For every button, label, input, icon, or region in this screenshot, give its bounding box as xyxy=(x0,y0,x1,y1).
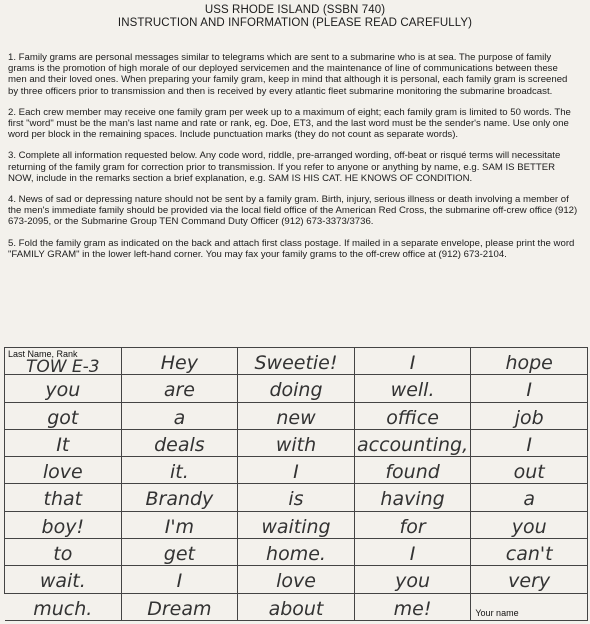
word-block[interactable] xyxy=(238,484,355,511)
word-block[interactable] xyxy=(355,457,472,484)
word-block[interactable] xyxy=(5,457,122,484)
instruction-paragraph-3: 3. Complete all information requested below. Any code word, riddle, pre-arranged wording, off-beat or risqué terms will necessitate returning of the family gram for correction prior to transmission. If you refer to anyone or anything by name, e.g. SAM IS BETTER NOW, include in the remarks section a brief explanation, e.g. SAM IS HIS CAT. HE KNOWS OF CONDITION. xyxy=(8,150,561,184)
handwritten-word: Sweetie! xyxy=(254,352,338,374)
word-block[interactable] xyxy=(238,457,355,484)
word-block[interactable] xyxy=(471,348,588,375)
handwritten-word: are xyxy=(163,379,195,402)
word-block[interactable] xyxy=(5,403,122,430)
handwritten-word: TOW E-3 xyxy=(25,357,100,377)
word-block[interactable] xyxy=(5,375,122,402)
handwritten-word: out xyxy=(513,461,545,484)
word-block[interactable] xyxy=(471,457,588,484)
handwritten-word: found xyxy=(385,461,440,484)
word-block[interactable] xyxy=(5,512,122,539)
handwritten-word: office xyxy=(386,406,439,429)
grid-row xyxy=(5,457,588,484)
header xyxy=(0,0,590,30)
word-block[interactable] xyxy=(355,484,472,511)
family-gram-word-grid xyxy=(4,347,588,620)
handwritten-word: got xyxy=(47,406,79,429)
handwritten-word: It xyxy=(56,433,70,456)
word-block[interactable] xyxy=(471,512,588,539)
word-block[interactable] xyxy=(122,348,239,375)
word-block[interactable] xyxy=(238,539,355,566)
handwritten-word: having xyxy=(380,488,445,511)
handwritten-word: you xyxy=(395,570,431,593)
handwritten-word: for xyxy=(399,515,426,538)
handwritten-word: can't xyxy=(505,543,553,566)
handwritten-word: I xyxy=(293,461,299,484)
instruction-paragraph-4: 4. News of sad or depressing nature should not be sent by a family gram. Birth, injury, serious illness or death involving a member of the men's immediate family should be provided via the local field office of the American Red Cross, the submarine off-crew office (912) 673-2095, or the Submarine Group TEN Command Duty Officer (912) 673-3373/3736. xyxy=(8,194,578,228)
word-block[interactable] xyxy=(238,512,355,539)
handwritten-word: very xyxy=(508,570,551,593)
word-block[interactable] xyxy=(471,484,588,511)
handwritten-word: love xyxy=(42,461,83,484)
grid-row xyxy=(5,539,588,566)
handwritten-word: waiting xyxy=(261,515,331,538)
word-block[interactable] xyxy=(355,539,472,566)
word-block[interactable] xyxy=(355,594,472,621)
document-subtitle: INSTRUCTION AND INFORMATION (PLEASE READ CAREFULLY) xyxy=(117,17,473,29)
word-block[interactable] xyxy=(238,566,355,593)
word-block[interactable] xyxy=(355,403,472,430)
handwritten-word: wait. xyxy=(39,570,86,593)
handwritten-word: I xyxy=(526,379,532,402)
handwritten-word: that xyxy=(43,488,83,511)
word-block[interactable] xyxy=(122,484,239,511)
grid-row xyxy=(5,375,588,402)
handwritten-word: is xyxy=(288,488,304,511)
last-name-rank-label: Last Name, Rank xyxy=(8,349,78,359)
handwritten-word: a xyxy=(173,406,186,429)
word-block[interactable] xyxy=(238,375,355,402)
handwritten-word: well. xyxy=(390,379,435,402)
handwritten-word: deals xyxy=(154,433,205,456)
word-block[interactable] xyxy=(238,403,355,430)
handwritten-word: I xyxy=(409,352,416,374)
handwritten-word: accounting, xyxy=(357,433,469,456)
word-block[interactable] xyxy=(5,566,122,593)
handwritten-word: a xyxy=(523,488,535,511)
handwritten-word: I xyxy=(526,433,532,456)
handwritten-word: Dream xyxy=(147,597,212,620)
word-block[interactable] xyxy=(122,512,239,539)
grid-row xyxy=(5,566,588,593)
word-block[interactable] xyxy=(122,539,239,566)
word-block[interactable] xyxy=(355,512,472,539)
word-block[interactable] xyxy=(355,375,472,402)
word-block[interactable] xyxy=(471,403,588,430)
word-block[interactable] xyxy=(471,430,588,457)
handwritten-word: hope xyxy=(505,352,553,374)
word-block[interactable] xyxy=(355,430,472,457)
word-block[interactable] xyxy=(122,375,239,402)
handwritten-word: I xyxy=(409,543,416,566)
handwritten-word: to xyxy=(53,543,73,566)
word-block[interactable] xyxy=(471,594,588,621)
handwritten-word: love xyxy=(276,570,316,593)
grid-row xyxy=(5,594,588,621)
handwritten-word: new xyxy=(276,406,316,429)
handwritten-word: job xyxy=(514,406,544,429)
word-block[interactable] xyxy=(5,484,122,511)
word-block[interactable] xyxy=(5,348,122,375)
instruction-paragraph-1: 1. Family grams are personal messages similar to telegrams which are sent to a submarine who is at sea. The purpose of family grams is the promotion of high morale of our deployed servicemen and the maintenance of line of communications between these men and their loved ones. When preparing your family gram, keep in mind that although it is personal, each family gram is screened by three officers prior to transmission and then is received by every atlantic fleet submarine monitoring the submarine broadcast. xyxy=(8,52,568,97)
word-block[interactable] xyxy=(122,457,239,484)
grid-row xyxy=(5,348,588,375)
word-block[interactable] xyxy=(238,430,355,457)
handwritten-word: boy! xyxy=(41,515,85,538)
handwritten-word: home. xyxy=(266,543,326,566)
document-title: USS RHODE ISLAND (SSBN 740) xyxy=(204,4,386,16)
word-block[interactable] xyxy=(471,375,588,402)
word-block[interactable] xyxy=(122,566,239,593)
handwritten-word: Brandy xyxy=(145,488,214,511)
handwritten-word: about xyxy=(268,597,324,620)
handwritten-word: I'm xyxy=(164,515,195,538)
grid-row xyxy=(5,484,588,511)
word-block[interactable] xyxy=(355,348,472,375)
word-block[interactable] xyxy=(5,594,122,621)
word-block[interactable] xyxy=(122,430,239,457)
handwritten-word: with xyxy=(275,433,317,456)
word-block[interactable] xyxy=(355,566,472,593)
grid-row xyxy=(5,430,588,457)
grid-row xyxy=(5,512,588,539)
word-block[interactable] xyxy=(238,348,355,375)
handwritten-word: much. xyxy=(33,597,93,620)
handwritten-word: you xyxy=(45,379,81,402)
word-block[interactable] xyxy=(471,539,588,566)
word-block[interactable] xyxy=(122,594,239,621)
handwritten-word: Hey xyxy=(160,352,198,374)
word-block[interactable] xyxy=(122,403,239,430)
your-name-label: Your name xyxy=(475,607,519,618)
instruction-paragraph-5: 5. Fold the family gram as indicated on the back and attach first class postage. If mailed in a separate envelope, please print the word "FAMILY GRAM" in the lower left-hand corner. You may fax your family grams to the off-crew office at (912) 673-2104. xyxy=(8,237,575,260)
word-block[interactable] xyxy=(238,594,355,621)
handwritten-word: it. xyxy=(170,461,189,484)
handwritten-word: I xyxy=(176,570,183,593)
word-block[interactable] xyxy=(5,539,122,566)
handwritten-word: me! xyxy=(393,597,432,620)
instruction-paragraph-2: 2. Each crew member may receive one family gram per week up to a maximum of eight; each family gram is limited to 50 words. The first "word" must be the man's last name and rate or rank, eg. Doe, ET3, and the last word must be the sender's name. Use only one word per block in the remaining spaces. Include punctuation marks (they do not count as separate words). xyxy=(8,106,571,141)
handwritten-word: doing xyxy=(269,379,323,402)
handwritten-word: you xyxy=(511,515,547,538)
grid-row xyxy=(5,403,588,430)
word-block[interactable] xyxy=(471,566,588,593)
handwritten-word: get xyxy=(163,543,195,566)
word-block[interactable] xyxy=(5,430,122,457)
